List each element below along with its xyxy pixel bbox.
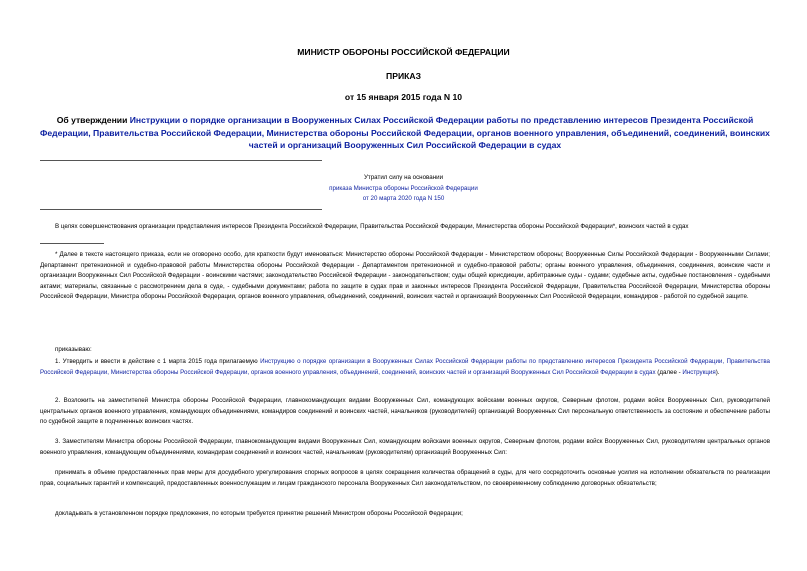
lost-force-notice (180, 173, 627, 205)
instruction-short-link[interactable]: Инструкция (682, 368, 716, 376)
instruction-title-link[interactable]: Инструкции о порядке организации в Вооруженных Силах Российской Федерации работы по представлению интересов Президента Российской Федерации, Правительства Российской Федерации, Министерства обороны Российской Федерации, органов военного управления, объединений, соединений, воинских частей и организаций Вооруженных Сил Российской Федерации в судах (40, 115, 770, 150)
footnote-paragraph: * Далее в тексте настоящего приказа, если не оговорено особо, для краткости будут именоваться: Министерство обороны Российской Федерации - Министерством обороны; Вооруженные Силы Российской Федерации - Вооруженными Силами; Департамент претензионной и судебно-правовой работы Министерства обороны Российской Федерации - Департаментом претензионной и судебно-правовой работы; органы военного управления, объединения, соединения, воинские части и организации Вооруженных Сил Российской Федерации - воинскими частями; законодательство Российской Федерации - законодательством; суды общей юрисдикции, арбитражные суды - судами; судебные акты, судебные постановления - судебными актами; материалы, связанные с рассмотрением дела в суде, - судебными документами; работа по защите в судах прав и законных интересов Президента Российской Федерации, Правительства Российской Федерации, Министерства обороны Российской Федерации, Министра обороны Российской Федерации, органов военного управления, объединений, соединений, воинских частей и организаций Вооруженных Сил Российской Федерации, командиров - работой по судебной защите. (40, 251, 770, 300)
title-prefix: Об утверждении (56, 115, 130, 125)
paragraph-3a: принимать в объеме предоставленных прав меры для досудебного урегулирования спорных вопросов в целях сокращения количества обращений в суды, для чего сосредоточить основные усилия на исполнении обязательств по реализации прав, социальных гарантий и компенсаций, предоставленных военнослужащим и лицам гражданского персонала Вооруженных Сил законодательством, по своевременному соблюдению договорных обязательств; (40, 469, 770, 487)
document-title (40, 114, 770, 152)
p1-mid: (далее - (655, 368, 683, 376)
paragraph-2: 2. Возложить на заместителей Министра обороны Российской Федерации, главнокомандующих видами Вооруженных Сил, командующих войсками военных округов, Северным флотом, родами войск Вооруженных Сил, руководителей центральных органов военного управления, командующих объединениями, командиров соединений и воинских частей, начальников (руководителей) организаций Вооруженных Сил персональную ответственность за состояние и обеспечение работы по судебной защите в подчиненных воинских частях. (40, 397, 770, 425)
ministry-heading: МИНИСТР ОБОРОНЫ РОССИЙСКОЙ ФЕДЕРАЦИИ (297, 47, 510, 57)
p1-end: ). (715, 368, 720, 376)
separator-top (40, 160, 322, 161)
orders-word: приказываю: (55, 346, 92, 353)
intro-paragraph: В целях совершенствования организации представления интересов Президента Российской Федерации, Правительства Российской Федерации, Министерства обороны Российской Федерации*, воинских частей в судах (55, 223, 689, 230)
footnote-separator (40, 243, 104, 244)
repealing-order-link[interactable]: приказа Министра обороны Российской Федерации (329, 184, 478, 192)
document-date-number: от 15 января 2015 года N 10 (344, 92, 463, 102)
document-type-heading: ПРИКАЗ (386, 71, 421, 81)
lost-force-label: Утратил силу на основании (363, 174, 444, 181)
p1-prefix: 1. Утвердить и ввести в действие с 1 марта 2015 года прилагаемую (55, 358, 261, 365)
paragraph-3b: докладывать в установленном порядке предложения, по которым требуется принятие решений Министром обороны Российской Федерации; (55, 510, 463, 517)
paragraph-1 (40, 357, 770, 378)
repealing-order-date-link[interactable]: от 20 марта 2020 года N 150 (362, 195, 445, 202)
paragraph-3: 3. Заместителям Министра обороны Российской Федерации, главнокомандующим видами Вооруженных Сил, командующим войсками военных округов, Северным флотом, родами войск Вооруженных Сил, руководителям центральных органов военного управления, командующим объединениями, командирам соединений и воинских частей, начальникам (руководителям) организаций Вооруженных Сил: (40, 438, 770, 456)
separator-bottom (40, 209, 322, 210)
instruction-link[interactable]: Инструкцию о порядке организации в Вооруженных Силах Российской Федерации работы по представлению интересов Президента Российской Федерации, Правительства Российской Федерации, Министерства обороны Российской Федерации, органов военного управления, объединений, соединений, воинских частей и организаций Вооруженных Сил Российской Федерации в судах (40, 358, 770, 376)
